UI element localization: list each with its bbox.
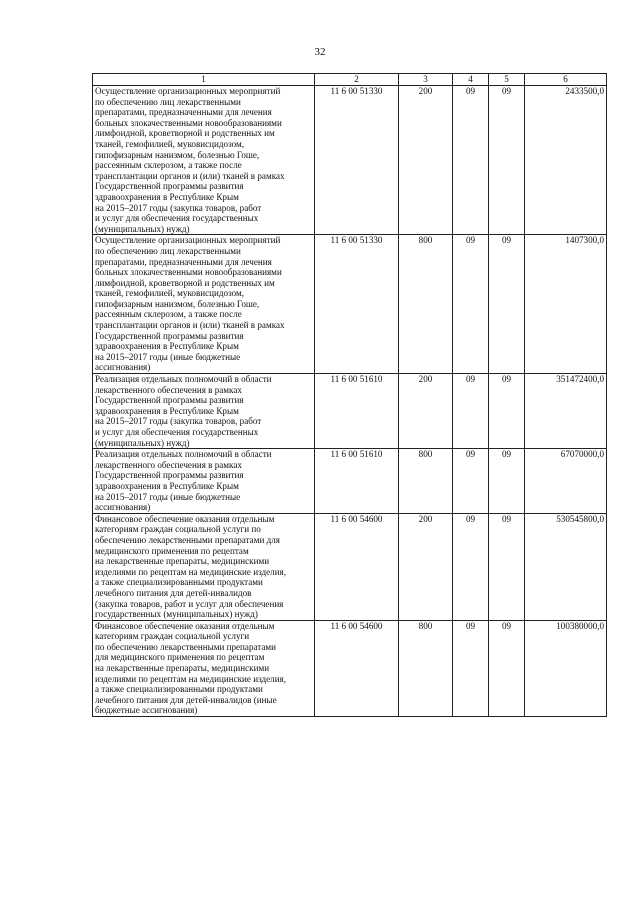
budget-table (92, 73, 607, 717)
amount-value: 100380000,0 (525, 620, 607, 716)
subsection-code: 09 (489, 513, 525, 620)
description-line: лекарственного обеспечения в рамках (95, 459, 242, 470)
description-line: больных злокачественными новообразованиями (95, 267, 282, 278)
table-row (93, 86, 607, 235)
description-line: Финансовое обеспечение оказания отдельным (95, 513, 275, 524)
expense-type-code: 200 (399, 374, 453, 449)
description-line: Государственной программы развития (95, 181, 244, 192)
row-description (93, 620, 315, 716)
description-line: на 2015–2017 годы (закупка товаров, работ (95, 202, 262, 213)
row-description (93, 235, 315, 374)
subsection-code: 09 (489, 235, 525, 374)
table-row (93, 374, 607, 449)
description-line: обеспечению лекарственными препаратами для (95, 534, 280, 545)
subsection-code: 09 (489, 374, 525, 449)
description-line: (муниципальных) нужд) (95, 223, 190, 234)
column-header-6: 6 (525, 74, 607, 86)
description-line: Финансовое обеспечение оказания отдельным (95, 620, 275, 631)
budget-classification-code: 11 6 00 51330 (315, 86, 399, 235)
budget-classification-code: 11 6 00 54600 (315, 620, 399, 716)
description-line: гипофизарным нанизмом, болезнью Гоше, (95, 298, 260, 309)
budget-classification-code: 11 6 00 51330 (315, 235, 399, 374)
description-line: изделиями по рецептам на медицинские изделия, (95, 673, 287, 684)
description-line: препаратами, предназначенными для лечения (95, 256, 272, 267)
description-line: больных злокачественными новообразованиями (95, 117, 282, 128)
description-line: на 2015–2017 годы (закупка товаров, работ (95, 416, 262, 427)
budget-classification-code: 11 6 00 51610 (315, 449, 399, 514)
row-description (93, 374, 315, 449)
description-line: (муниципальных) нужд) (95, 437, 190, 448)
expense-type-code: 200 (399, 86, 453, 235)
expense-type-code: 800 (399, 235, 453, 374)
budget-classification-code: 11 6 00 51610 (315, 374, 399, 449)
section-code: 09 (453, 86, 489, 235)
description-line: медицинского применения по рецептам (95, 545, 249, 556)
description-line: трансплантации органов и (или) тканей в рамках (95, 320, 285, 331)
description-line: здравоохранения в Республике Крым (95, 191, 239, 202)
description-line: на 2015–2017 годы (иные бюджетные (95, 351, 241, 362)
row-description (93, 449, 315, 514)
description-line: изделиями по рецептам на медицинские изделия, (95, 566, 287, 577)
description-line: лечебного питания для детей-инвалидов (иные (95, 694, 277, 705)
description-line: препаратами, предназначенными для лечения (95, 107, 272, 118)
amount-value: 2433500,0 (525, 86, 607, 235)
description-line: Осуществление организационных мероприятий (95, 235, 281, 246)
description-line: и услуг для обеспечения государственных (95, 427, 259, 437)
description-line: рассеянным склерозом, а также после (95, 309, 242, 320)
description-line: на 2015–2017 годы (иные бюджетные (95, 491, 241, 502)
description-line: по обеспечению лиц лекарственными (95, 96, 241, 107)
table-row (93, 235, 607, 374)
table-row (93, 449, 607, 514)
expense-type-code: 800 (399, 620, 453, 716)
budget-classification-code: 11 6 00 54600 (315, 513, 399, 620)
description-line: лимфоидной, кроветворной и родственных им (95, 128, 275, 139)
description-line: бюджетные ассигнования) (95, 705, 198, 716)
description-line: гипофизарным нанизмом, болезнью Гоше, (95, 149, 260, 160)
description-line: а также специализированными продуктами (95, 684, 263, 695)
description-line: ассигнования) (95, 362, 151, 373)
description-line: ассигнования) (95, 502, 151, 513)
amount-value: 67070000,0 (525, 449, 607, 514)
description-line: тканей, гемофилией, муковисцидозом, (95, 138, 245, 149)
description-line: Реализация отдельных полномочий в области (95, 374, 272, 385)
description-line: государственных (муниципальных) нужд) (95, 609, 258, 620)
table-row (93, 513, 607, 620)
description-line: и услуг для обеспечения государственных (95, 213, 259, 224)
page-number: 32 (314, 46, 326, 58)
amount-value: 351472400,0 (525, 374, 607, 449)
section-code: 09 (453, 449, 489, 514)
description-line: Государственной программы развития (95, 395, 244, 406)
description-line: категориям граждан социальной услуги по (95, 524, 261, 535)
section-code: 09 (453, 513, 489, 620)
amount-value: 530545800,0 (525, 513, 607, 620)
section-code: 09 (453, 374, 489, 449)
description-line: лекарственного обеспечения в рамках (95, 384, 242, 395)
description-line: рассеянным склерозом, а также после (95, 160, 242, 171)
description-line: здравоохранения в Республике Крым (95, 480, 239, 491)
description-line: по обеспечению лекарственными препаратами (95, 641, 277, 652)
description-line: лечебного питания для детей-инвалидов (95, 587, 252, 598)
column-header-5: 5 (489, 74, 525, 86)
expense-type-code: 800 (399, 449, 453, 514)
column-header-1: 1 (93, 74, 315, 86)
description-line: а также специализированными продуктами (95, 577, 263, 588)
description-line: категориям граждан социальной услуги (95, 631, 250, 642)
description-line: здравоохранения в Республике Крым (95, 341, 239, 352)
table-header-row (93, 74, 607, 86)
subsection-code: 09 (489, 86, 525, 235)
column-header-2: 2 (315, 74, 399, 86)
amount-value: 1407300,0 (525, 235, 607, 374)
description-line: на лекарственные препараты, медицинскими (95, 556, 270, 567)
subsection-code: 09 (489, 620, 525, 716)
description-line: Реализация отдельных полномочий в области (95, 449, 272, 460)
table-row (93, 620, 607, 716)
row-description (93, 513, 315, 620)
row-description (93, 86, 315, 235)
description-line: тканей, гемофилией, муковисцидозом, (95, 288, 245, 299)
section-code: 09 (453, 235, 489, 374)
description-line: трансплантации органов и (или) тканей в рамках (95, 170, 285, 181)
subsection-code: 09 (489, 449, 525, 514)
description-line: для медицинского применения по рецептам (95, 652, 265, 663)
description-line: Государственной программы развития (95, 470, 244, 481)
description-line: на лекарственные препараты, медицинскими (95, 663, 270, 674)
description-line: Государственной программы развития (95, 330, 244, 341)
description-line: по обеспечению лиц лекарственными (95, 245, 241, 256)
description-line: (закупка товаров, работ и услуг для обеспечения (95, 598, 284, 609)
description-line: лимфоидной, кроветворной и родственных им (95, 277, 275, 288)
expense-type-code: 200 (399, 513, 453, 620)
description-line: здравоохранения в Республике Крым (95, 405, 239, 416)
column-header-3: 3 (399, 74, 453, 86)
column-header-4: 4 (453, 74, 489, 86)
description-line: Осуществление организационных мероприятий (95, 86, 281, 96)
section-code: 09 (453, 620, 489, 716)
